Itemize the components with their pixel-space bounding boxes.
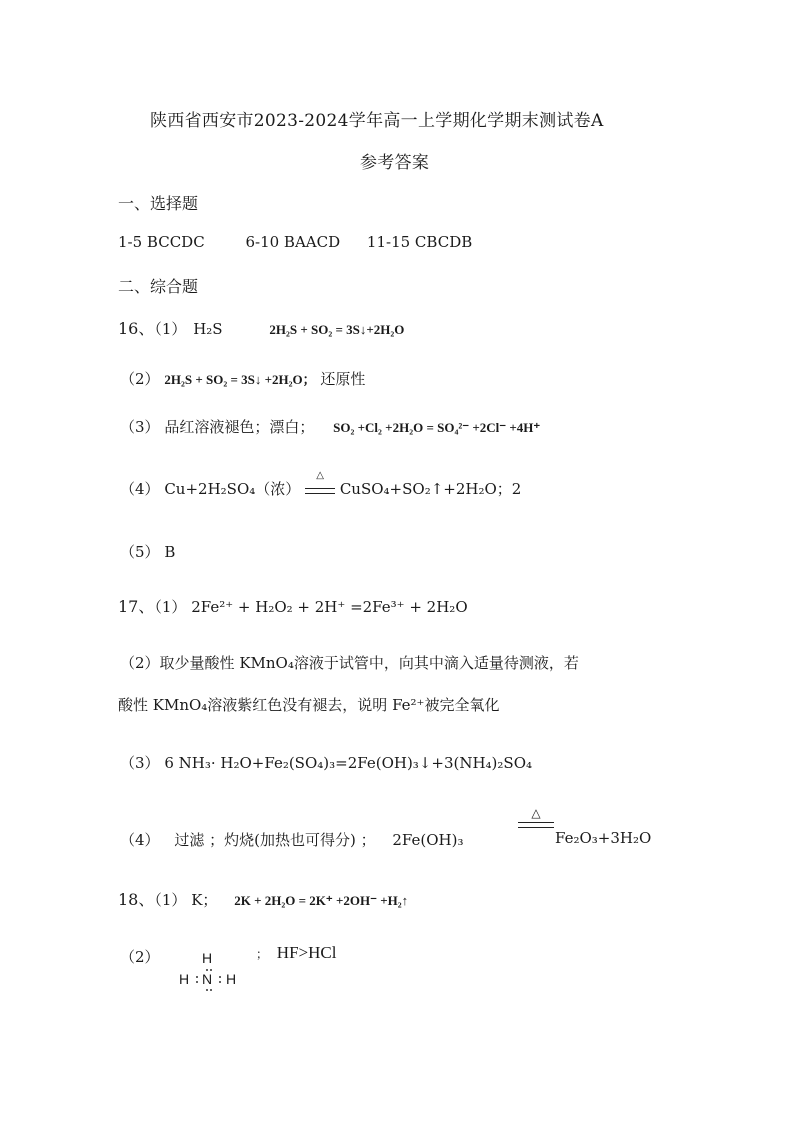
q17-part2-line2 [118,694,499,715]
heat-triangle-icon: △ [316,470,324,481]
q17-part2-line1 [120,652,579,673]
electron-dot [206,969,208,971]
q17-p4-left: 2Fe(OH)₃ [392,831,464,849]
q16-part1 [118,316,404,339]
section-heading-choice: 一、选择题 [118,194,199,213]
heat-triangle-icon: △ [531,806,541,820]
q17-p3-equation: 6 NH₃· H₂O+Fe₂(SO₄)₃=2Fe(OH)₃↓+3(NH₄)₂SO₄ [164,754,533,772]
q18-p1-label: （1） [154,891,187,909]
q18-p1-answer: K； [191,891,218,909]
electron-dot [196,976,198,978]
q17-p1-label: （1） [154,598,187,616]
electron-dot [219,976,221,978]
q17-part1 [118,594,468,617]
nh3-lewis-structure [176,950,246,990]
electron-dot [196,981,198,983]
q16-p4-heat-condition [305,470,335,494]
q18-p2-label: （2） [120,948,160,966]
choice-1-5: 1-5 BCCDC [118,233,205,251]
q17-p1-equation: 2Fe²⁺ + H₂O₂ + 2H⁺ =2Fe³⁺ + 2H₂O [191,598,468,616]
q16-p4-left: Cu+2H₂SO₄（浓） [164,480,301,498]
electron-dot [206,989,208,991]
q18-p1-equation: 2K + 2H₂O = 2K⁺ +2OH⁻ +H₂↑ [234,893,409,908]
q17-p2-label: （2） [120,654,160,672]
q16-p3-text: 品红溶液褪色；漂白； [164,418,315,436]
q18-p2-separator: ； [256,947,269,961]
q18-number: 18、 [118,890,155,909]
q17-p4-heat-condition [518,806,554,830]
q16-p3-label: （3） [120,418,160,436]
q17-p4-label: （4） [120,831,160,849]
lewis-h-right: H [226,971,237,987]
q17-p4-right: Fe₂O₃+3H₂O [555,829,652,847]
q18-p2-rest [256,943,336,963]
q16-p5-answer: B [164,543,176,561]
section-heading-comprehensive: 二、综合题 [118,277,199,296]
page-title: 陕西省西安市2023-2024学年高一上学期化学期末测试卷A [150,111,604,131]
q16-p5-label: （5） [120,543,160,561]
electron-dot [210,969,212,971]
q17-p2-text-b: 酸性 KMnO₄溶液紫红色没有褪去，说明 Fe²⁺被完全氧化 [118,696,500,714]
q16-p2-text: 还原性 [320,370,366,388]
double-equals-bottom [518,827,554,828]
q16-p4-label: （4） [120,480,160,498]
q17-part3 [120,752,532,773]
lewis-n-center: N [202,971,213,987]
double-equals-top [518,822,554,823]
q16-part4 [120,470,522,499]
electron-dot [219,981,221,983]
q17-number: 17、 [118,597,155,616]
q16-p4-right: CuSO₄+SO₂↑+2H₂O；2 [339,480,522,498]
lewis-h-left: H [179,971,190,987]
q18-part1 [118,887,408,910]
q16-p3-equation: SO₂ +Cl₂ +2H₂O = SO₄²⁻ +2Cl⁻ +4H⁺ [333,420,541,435]
lewis-h-top: H [202,950,213,966]
electron-dot [210,989,212,991]
q17-p3-label: （3） [120,754,160,772]
q16-part2 [120,368,365,389]
q16-p2-equation: 2H₂S + SO₂ = 3S↓ +2H₂O； [164,372,316,387]
choice-6-10: 6-10 BAACD [245,233,341,251]
q18-p2-compare: HF>HCl [276,943,337,962]
double-equals-sign [305,488,335,494]
q16-p1-answer: H₂S [193,320,223,338]
q16-part5 [120,541,175,562]
q17-p4-text: 过滤 ；灼烧(加热也可得分) ； [174,831,376,849]
choice-11-15: 11-15 CBCDB [366,233,473,251]
q16-p1-label: （1） [154,320,187,338]
choice-answers-row [118,233,472,251]
q16-part3 [120,416,540,437]
q16-p2-label: （2） [120,370,160,388]
q17-p2-text-a: 取少量酸性 KMnO₄溶液于试管中，向其中滴入适量待测液，若 [159,654,579,672]
q17-part4 [120,829,463,850]
q16-p1-equation: 2H₂S + SO₂ = 3S↓+2H₂O [269,322,405,337]
page-subtitle: 参考答案 [360,153,430,173]
q16-number: 16、 [118,319,155,338]
